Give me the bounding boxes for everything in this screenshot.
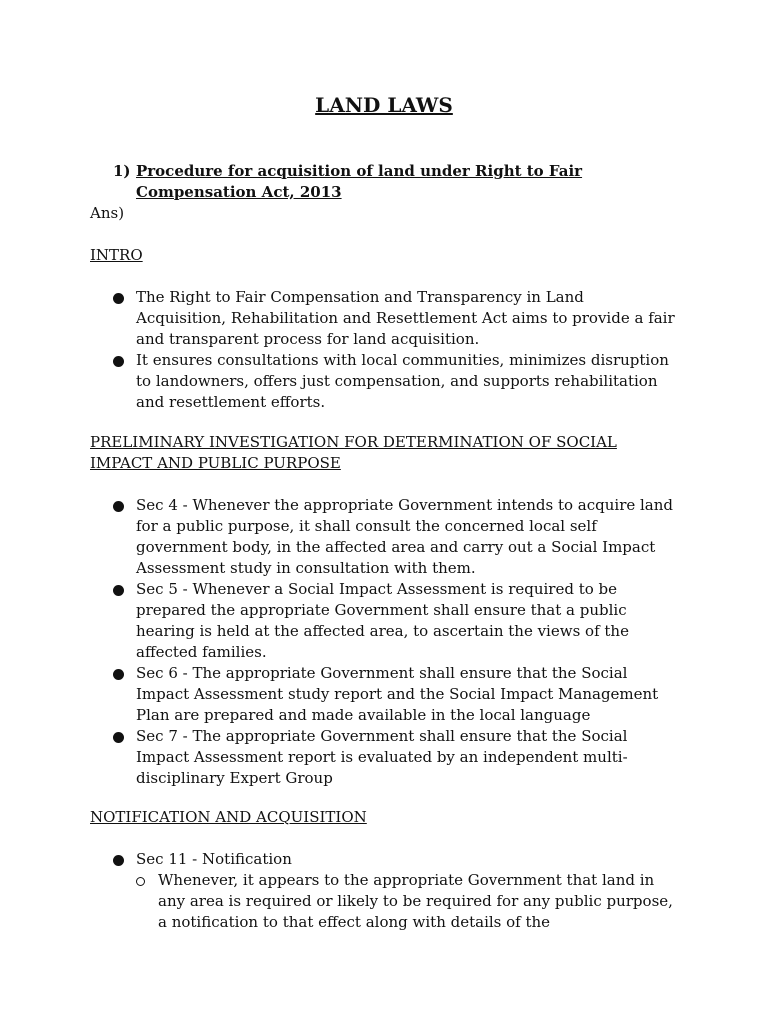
answer-label: Ans) [90,204,125,222]
notification-bullet-list [113,849,678,870]
sub-list-item [113,870,678,933]
page-title [0,92,768,118]
list-item-text: Sec 11 - Notification [136,850,292,868]
list-item [113,495,678,579]
bullet-dot-icon [113,669,124,680]
preliminary-bullet-list [113,495,678,789]
section-heading-preliminary-investigation: PRELIMINARY INVESTIGATION FOR DETERMINATION OF SOCIAL IMPACT AND PUBLIC PURPOSE [90,433,617,472]
list-item-text: Sec 7 - The appropriate Government shall ensure that the Social Impact Assessment report is evaluated by an independent multi-disciplinary Expert Group [136,727,628,787]
question-1 [113,161,673,203]
notification-sub-bullet-list [113,870,678,933]
hollow-bullet-icon [136,877,145,886]
bullet-dot-icon [113,732,124,743]
list-item [113,579,678,663]
section-heading-intro: INTRO [90,246,143,264]
list-item-text: Sec 6 - The appropriate Government shall ensure that the Social Impact Assessment study report and the Social Impact Management Plan are prepared and made available in the local language [136,664,659,724]
list-item-text: It ensures consultations with local communities, minimizes disruption to landowners, offers just compensation, and supports rehabilitation and resettlement efforts. [136,351,669,411]
question-text: Procedure for acquisition of land under Right to Fair Compensation Act, 2013 [136,162,583,201]
list-item-text: Sec 5 - Whenever a Social Impact Assessment is required to be prepared the appropriate Government shall ensure that a public hearing is held at the affected area, to ascertain the views of the affected families. [136,580,629,661]
list-item-text: Sec 4 - Whenever the appropriate Government intends to acquire land for a public purpose, it shall consult the concerned local self government body, in the affected area and carry out a Social Impact Assessment study in consultation with them. [136,496,674,577]
list-item-text: The Right to Fair Compensation and Transparency in Land Acquisition, Rehabilitation and Resettlement Act aims to provide a fair and transparent process for land acquisition. [136,288,675,348]
bullet-dot-icon [113,293,124,304]
sub-list-item-text: Whenever, it appears to the appropriate Government that land in any area is required or likely to be required for any public purpose, a notification to that effect along with details of the [158,871,673,931]
bullet-dot-icon [113,855,124,866]
bullet-dot-icon [113,356,124,367]
list-item [113,849,678,870]
bullet-dot-icon [113,585,124,596]
list-item [113,663,678,726]
intro-bullet-list [113,287,678,413]
page-title-text: LAND LAWS [315,93,453,117]
question-number: 1) [113,162,131,180]
list-item [113,287,678,350]
bullet-dot-icon [113,501,124,512]
list-item [113,726,678,789]
list-item [113,350,678,413]
section-heading-notification-acquisition: NOTIFICATION AND ACQUISITION [90,808,367,826]
